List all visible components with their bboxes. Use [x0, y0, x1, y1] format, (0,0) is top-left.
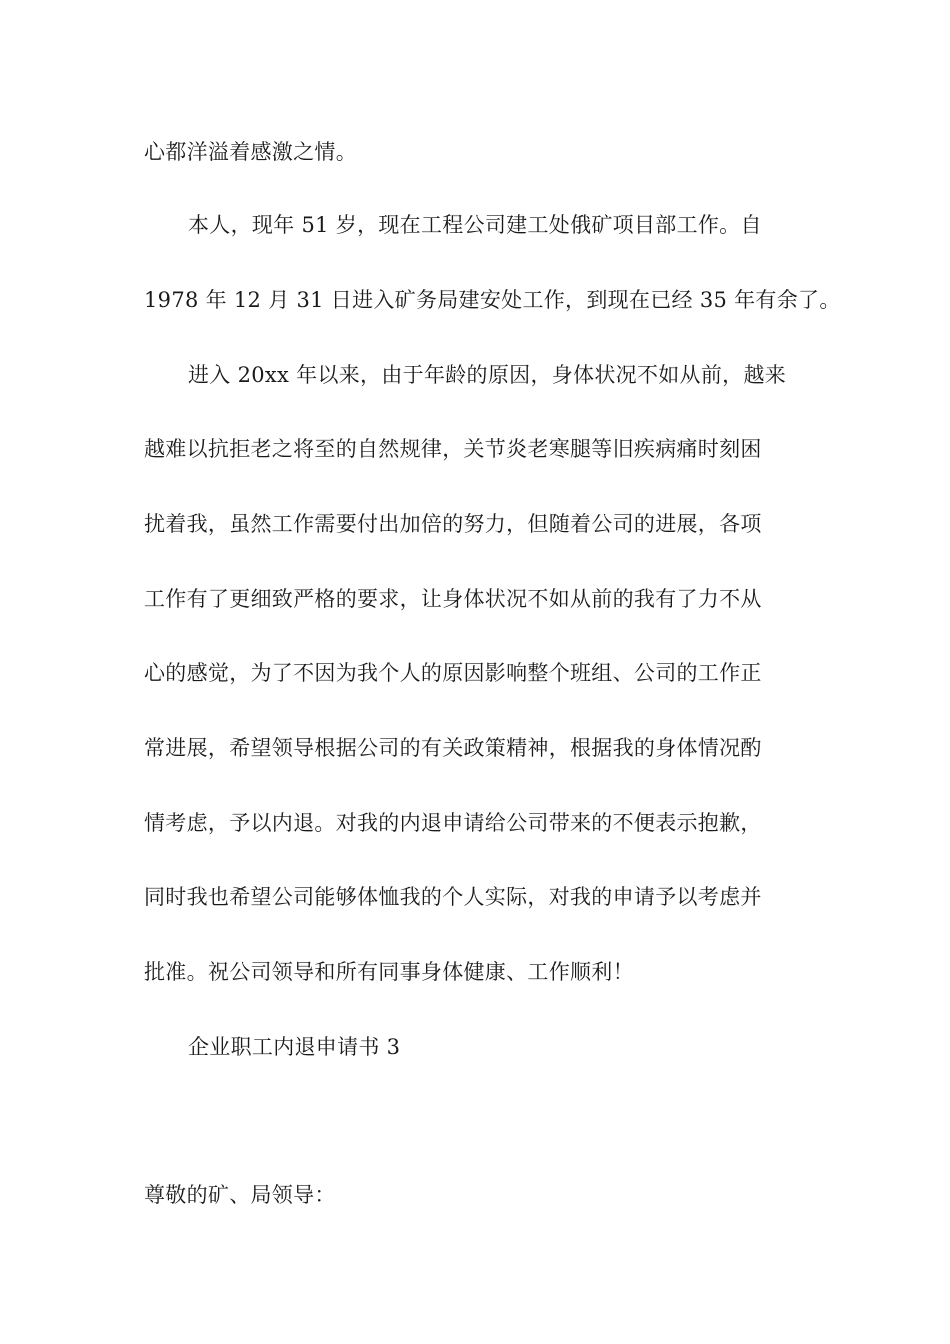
text-line: 常进展，希望领导根据公司的有关政策精神，根据我的身体情况酌 [144, 736, 762, 760]
section-title: 企业职工内退申请书 3 [188, 1035, 401, 1059]
text-line: 越难以抗拒老之将至的自然规律，关节炎老寒腿等旧疾病痛时刻困 [144, 437, 762, 461]
text-line: 同时我也希望公司能够体恤我的个人实际，对我的申请予以考虑并 [144, 885, 762, 909]
text-line: 本人，现年 51 岁，现在工程公司建工处俄矿项目部工作。自 [188, 213, 762, 237]
text-line: 心的感觉，为了不因为我个人的原因影响整个班组、公司的工作正 [144, 661, 762, 685]
text-line: 扰着我，虽然工作需要付出加倍的努力，但随着公司的进展，各项 [144, 512, 762, 536]
text-line: 进入 20xx 年以来，由于年龄的原因，身体状况不如从前，越来 [188, 363, 787, 387]
salutation: 尊敬的矿、局领导： [144, 1183, 336, 1207]
text-line: 心都洋溢着感激之情。 [144, 140, 357, 164]
text-line: 情考虑，予以内退。对我的内退申请给公司带来的不便表示抱歉， [144, 811, 762, 835]
text-line: 批准。祝公司领导和所有同事身体健康、工作顺利！ [144, 960, 634, 984]
text-line: 工作有了更细致严格的要求，让身体状况不如从前的我有了力不从 [144, 587, 762, 611]
text-line: 1978 年 12 月 31 日进入矿务局建安处工作，到现在已经 35 年有余了。 [144, 288, 841, 312]
